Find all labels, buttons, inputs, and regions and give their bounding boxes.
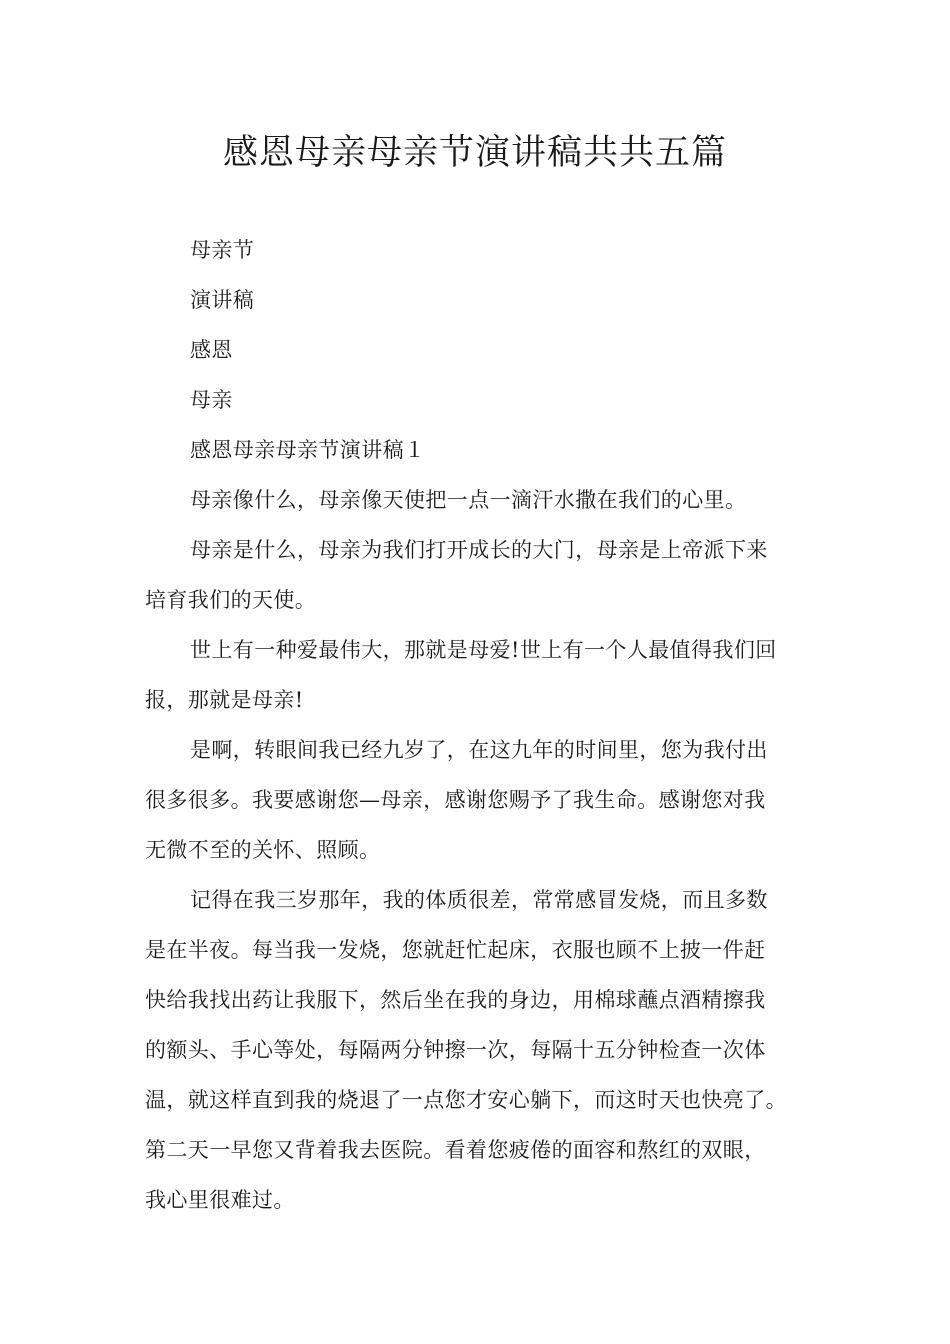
keyword-line: 母亲节: [190, 238, 255, 262]
paragraph-line: 是在半夜。每当我一发烧，您就赶忙起床，衣服也顾不上披一件赶: [145, 938, 766, 962]
section-heading: 感恩母亲母亲节演讲稿１: [190, 438, 426, 462]
keyword-line: 母亲: [190, 388, 233, 412]
paragraph-line: 是啊，转眼间我已经九岁了，在这九年的时间里，您为我付出: [190, 738, 768, 762]
paragraph-line: 培育我们的天使。: [145, 588, 317, 612]
paragraph-line: 快给我找出药让我服下，然后坐在我的身边，用棉球蘸点酒精擦我: [145, 988, 766, 1012]
paragraph-line: 很多很多。我要感谢您—母亲，感谢您赐予了我生命。感谢您对我: [145, 788, 766, 812]
keyword-line: 演讲稿: [190, 288, 255, 312]
paragraph-line: 的额头、手心等处，每隔两分钟擦一次，每隔十五分钟检查一次体: [145, 1038, 766, 1062]
document-title: 感恩母亲母亲节演讲稿共共五篇: [222, 133, 727, 173]
paragraph-line: 我心里很难过。: [145, 1188, 295, 1212]
paragraph-line: 世上有一种爱最伟大，那就是母爱!世上有一个人最值得我们回: [190, 638, 777, 662]
keyword-line: 感恩: [190, 338, 233, 362]
paragraph-line: 报，那就是母亲!: [145, 688, 304, 712]
document-body: [145, 228, 835, 1228]
paragraph-line: 母亲是什么，母亲为我们打开成长的大门，母亲是上帝派下来: [190, 538, 768, 562]
paragraph-line: 母亲像什么，母亲像天使把一点一滴汗水撒在我们的心里。: [190, 488, 747, 512]
paragraph-line: 记得在我三岁那年，我的体质很差，常常感冒发烧，而且多数: [190, 888, 768, 912]
paragraph-line: 无微不至的关怀、照顾。: [145, 838, 381, 862]
paragraph-line: 第二天一早您又背着我去医院。看着您疲倦的面容和熬红的双眼，: [145, 1138, 766, 1162]
paragraph-line: 温，就这样直到我的烧退了一点您才安心躺下，而这时天也快亮了。: [145, 1088, 787, 1112]
